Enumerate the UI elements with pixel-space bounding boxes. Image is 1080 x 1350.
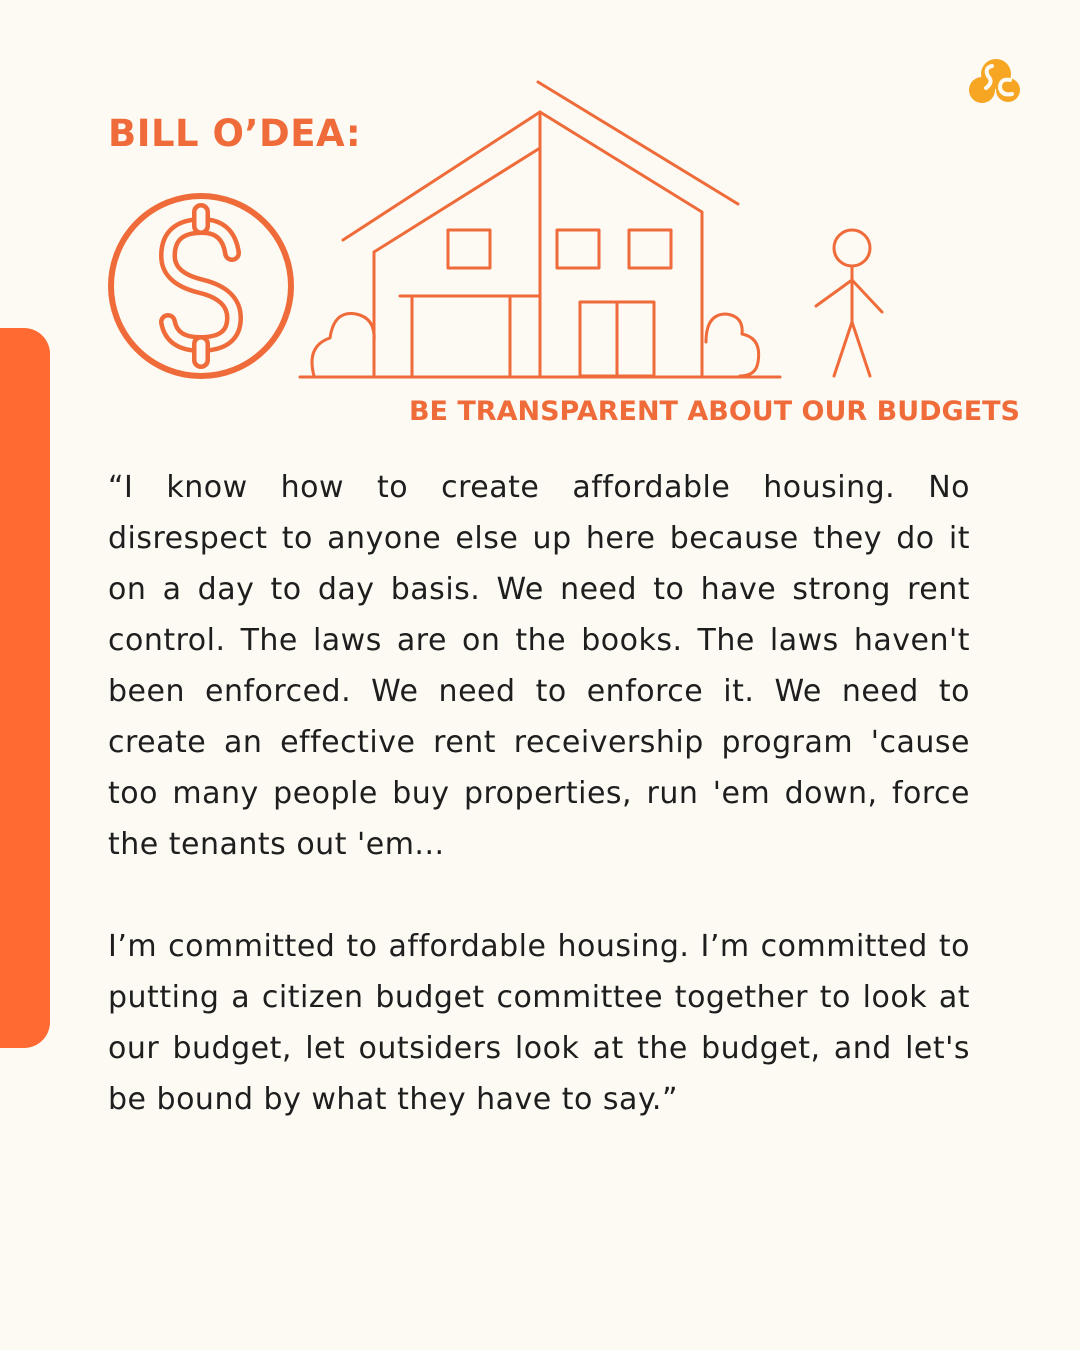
dollar-icon: [111, 196, 291, 376]
housing-illustration: [0, 0, 1080, 400]
quote-paragraph: I’m committed to affordable housing. I’m committed to putting a citizen budget committee together to look at our budget, let outsiders look at the budget, and let's be bound by what they have to say.”: [108, 929, 970, 1117]
quote-block: [108, 462, 970, 1125]
headline: BE TRANSPARENT ABOUT OUR BUDGETS: [408, 396, 1020, 427]
side-accent-bar: [0, 328, 50, 1048]
house-illustration: [300, 82, 882, 377]
speaker-name: BILL O’DEA:: [108, 112, 362, 155]
quote-paragraph: “I know how to create affordable housing. No disrespect to anyone else up here because they do it on a day to day basis. We need to have strong rent control. The laws are on the books. The laws haven't been enforced. We need to enforce it. We need to create an effective rent receivership program 'cause too many people buy properties, run 'em down, force the tenants out 'em...: [108, 470, 970, 862]
